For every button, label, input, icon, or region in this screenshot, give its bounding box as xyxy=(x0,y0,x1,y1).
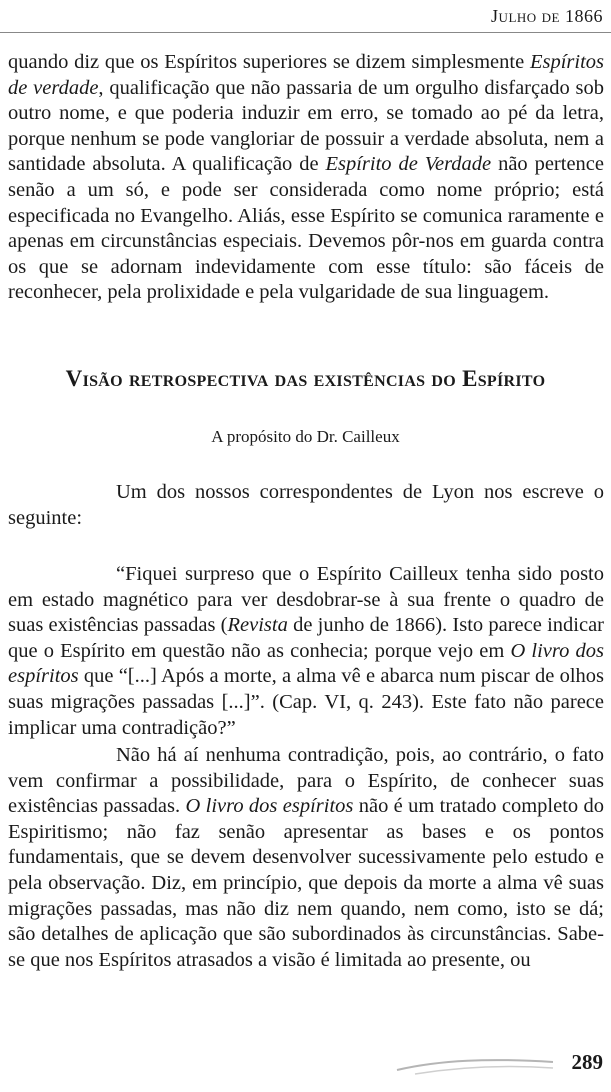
text-run: quando diz que os Espíritos superiores se dizem simplesmente xyxy=(8,51,530,73)
text-run: não pertence senão a um só, e pode ser considerada como nome próprio; está especificada no Evangelho. Aliás, esse Espírito se comunica raramente e apenas em circunstâncias especiais. Devemos pôr-nos em guarda contra os que se adornam indevidamente com esse título: são fáceis de reconhecer, pela prolixidade e pela vulgaridade de sua linguagem. xyxy=(8,153,605,304)
section-title: Visão retrospectiva das existências do Espírito xyxy=(65,366,546,391)
text-run: Não há aí nenhuma contradição, pois, ao contrário, o fato vem confirmar a possibilidade, para o Espírito, de conhecer suas existências passadas. xyxy=(8,744,604,818)
paragraph-intro: Um dos nossos correspondentes de Lyon nos escreve o seguinte: xyxy=(8,481,604,529)
text-run: “Fiquei surpreso que o Espírito Cailleux tenha sido posto em estado magnético para ver desdobrar-se à sua frente o quadro de suas existências passadas ( xyxy=(8,563,604,637)
page-number: 289 xyxy=(571,1050,603,1074)
italic-term: O livro dos espíritos xyxy=(8,639,604,688)
text-run: que “[...] Após a morte, a alma vê e abarca num piscar de olhos suas migrações passadas [...]”. (Cap. VI, q. 243). Este fato não parece implicar uma contradição?” xyxy=(8,665,604,739)
italic-term: Revista xyxy=(227,614,288,637)
text-run: não é um tratado completo do Espiritismo; não faz senão apresentar as bases e os pontos fundamentais, que se devem desenvolver sucessivamente pelo estudo e pela observação. Diz, em princípio, que depois da morte a alma vê suas migrações passadas, mas não diz nem quando, nem como, isto se dá; são detalhes de aplicação que são subordinados às circunstâncias. Sabe-se que nos Espíritos atrasados a visão é limitada ao presente, ou xyxy=(8,795,605,971)
italic-term: Espíritos de verdade xyxy=(8,51,604,99)
section-subtitle: A propósito do Dr. Cailleux xyxy=(211,427,400,446)
paragraph-continued xyxy=(8,50,604,306)
paragraph-quote xyxy=(8,562,604,741)
italic-term: O livro dos espíritos xyxy=(185,795,354,818)
running-head: Julho de 1866 xyxy=(491,6,603,26)
paragraph-answer xyxy=(8,743,604,973)
italic-term: Espírito de Verdade xyxy=(325,153,492,176)
header-rule xyxy=(0,32,611,33)
text-run: de junho de 1866). Isto parece indicar que o Espírito em questão não as conhecia; porque vejo em xyxy=(8,614,604,662)
text-run: , qualificação que não passaria de um orgulho disfarçado sob outro nome, e que poderia induzir em erro, se tomado ao pé da letra, porque nenhum se pode vangloriar de possuir a verdade absoluta, nem a santidade absoluta. A qualificação de xyxy=(8,76,604,176)
footer-swoosh-ornament xyxy=(395,1048,555,1078)
